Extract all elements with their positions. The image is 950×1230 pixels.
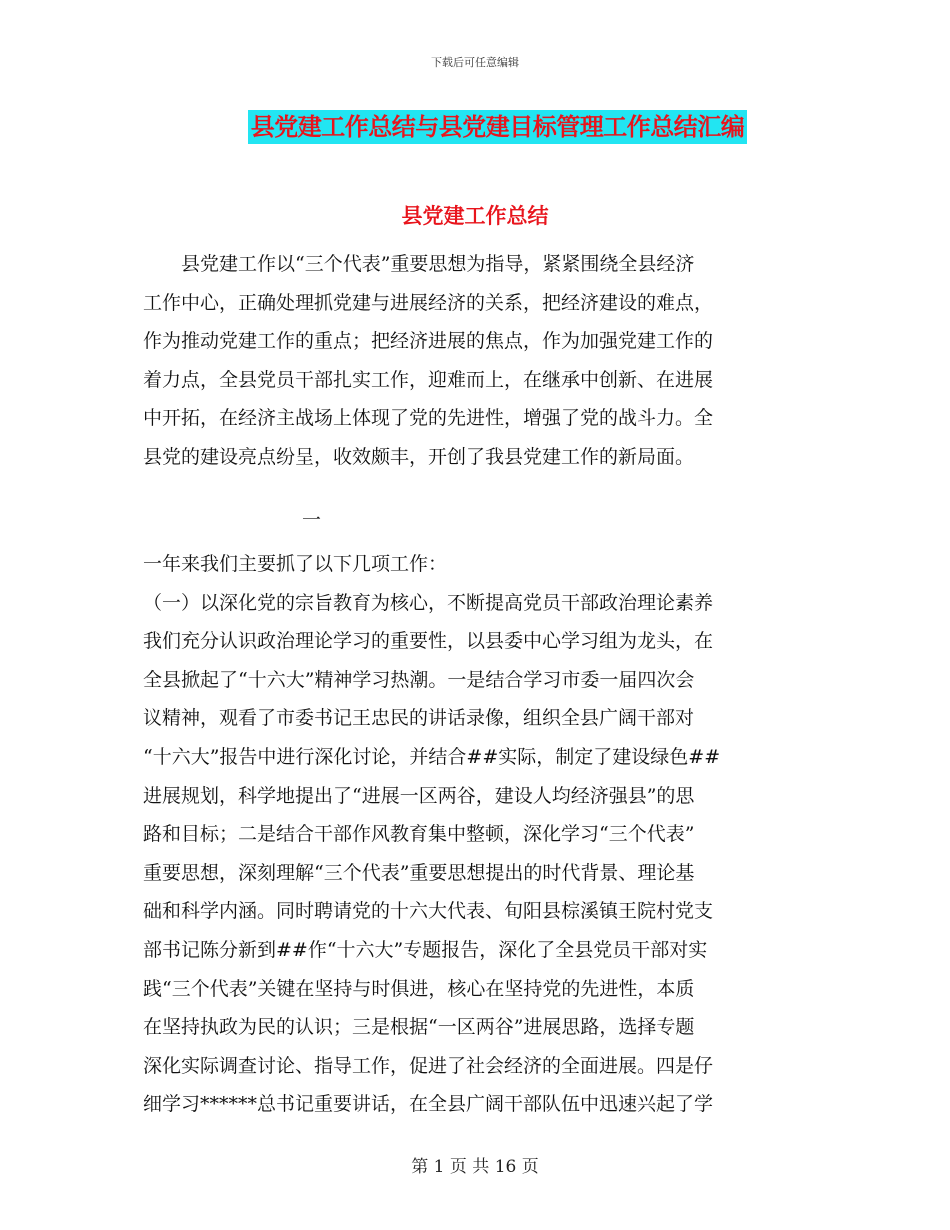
paragraph-work-items (143, 545, 803, 1124)
paragraph-intro (143, 245, 803, 477)
text-line: 部书记陈分新到##作“十六大”专题报告，深化了全县党员干部对实 (143, 938, 708, 961)
text-line: 深化实际调查讨论、指导工作，促进了社会经济的全面进展。四是仔 (143, 1054, 714, 1077)
text-line: 议精神，观看了市委书记王忠民的讲话录像，组织全县广阔干部对 (143, 707, 695, 730)
text-line: 我们充分认识政治理论学习的重要性，以县委中心学习组为龙头，在 (143, 630, 714, 653)
text-line: 全县掀起了“十六大”精神学习热潮。一是结合学习市委一届四次会 (143, 668, 695, 691)
section-dash: 一 (302, 509, 322, 531)
text-line: 工作中心，正确处理抓党建与进展经济的关系，把经济建设的难点， (143, 291, 714, 314)
document-title-wrap (0, 110, 950, 144)
text-line: 重要思想，深刻理解“三个代表”重要思想提出的时代背景、理论基 (143, 861, 695, 884)
text-line: 县党的建设亮点纷呈，收效颇丰，开创了我县党建工作的新局面。 (143, 445, 695, 468)
text-line: 中开拓，在经济主战场上体现了党的先进性，增强了党的战斗力。全 (143, 407, 714, 430)
text-line: 路和目标；二是结合干部作风教育集中整顿，深化学习“三个代表” (143, 823, 695, 846)
document-title: 县党建工作总结与县党建目标管理工作总结汇编 (248, 110, 748, 144)
text-line: 践“三个代表”关键在坚持与时俱进，核心在坚持党的先进性，本质 (143, 977, 695, 1000)
text-line: 细学习******总书记重要讲话，在全县广阔干部队伍中迅速兴起了学 (143, 1093, 714, 1116)
header-note: 下载后可任意编辑 (431, 56, 519, 69)
section-title: 县党建工作总结 (401, 204, 549, 228)
text-line: 作为推动党建工作的重点；把经济进展的焦点，作为加强党建工作的 (143, 330, 714, 353)
page-footer: 第 1 页 共 16 页 (411, 1157, 539, 1177)
text-line: 在坚持执政为民的认识；三是根据“一区两谷”进展思路，选择专题 (143, 1016, 695, 1039)
text-line: 着力点，全县党员干部扎实工作，迎难而上，在继承中创新、在进展 (143, 368, 714, 391)
text-line: 一年来我们主要抓了以下几项工作： (143, 553, 448, 575)
text-line: 县党建工作以“三个代表”重要思想为指导，紧紧围绕全县经济 (143, 253, 695, 275)
text-line: （一）以深化党的宗旨教育为核心，不断提高党员干部政治理论素养 (143, 591, 714, 614)
text-line: 础和科学内涵。同时聘请党的十六大代表、旬阳县棕溪镇王院村党支 (143, 900, 714, 923)
text-line: 进展规划，科学地提出了“进展一区两谷，建设人均经济强县”的思 (143, 784, 695, 807)
text-line: “十六大”报告中进行深化讨论，并结合##实际，制定了建设绿色## (143, 745, 721, 768)
